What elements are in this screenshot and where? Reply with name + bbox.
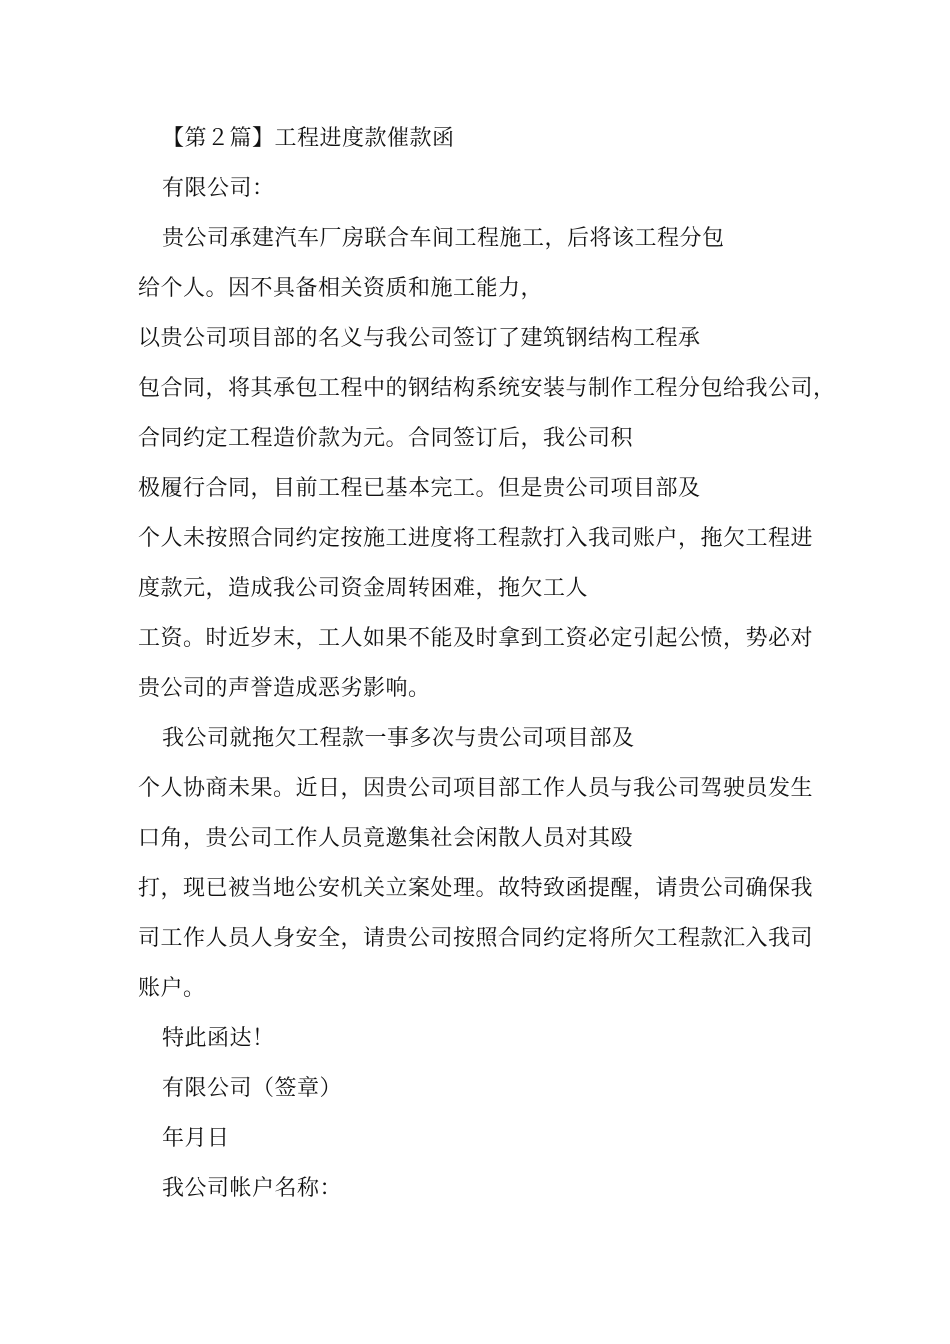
- paragraph-line: 给个人。因不具备相关资质和施工能力，: [138, 276, 544, 301]
- paragraph-line: 账户。: [138, 976, 206, 1001]
- date-line: 年月日: [162, 1126, 230, 1151]
- paragraph-line: 极履行合同，目前工程已基本完工。但是贵公司项目部及: [138, 476, 701, 501]
- paragraph-line: 贵公司的声誉造成恶劣影响。: [138, 676, 431, 701]
- paragraph-line: 司工作人员人身安全，请贵公司按照合同约定将所欠工程款汇入我司: [138, 926, 814, 951]
- paragraph-line: 度款元，造成我公司资金周转困难，拖欠工人: [138, 576, 589, 601]
- signature-line: 有限公司（签章）: [162, 1076, 343, 1101]
- paragraph-line: 包合同，将其承包工程中的钢结构系统安装与制作工程分包给我公司，: [138, 376, 836, 401]
- paragraph-line: 以贵公司项目部的名义与我公司签订了建筑钢结构工程承: [138, 326, 701, 351]
- paragraph-line: 工资。时近岁末，工人如果不能及时拿到工资必定引起公愤，势必对: [138, 626, 814, 651]
- paragraph-line: 合同约定工程造价款为元。合同签订后，我公司积: [138, 426, 634, 451]
- paragraph-line: 贵公司承建汽车厂房联合车间工程施工，后将该工程分包: [162, 226, 725, 251]
- closing-line: 特此函达！: [162, 1026, 275, 1051]
- account-name-line: 我公司帐户名称：: [162, 1176, 343, 1201]
- paragraph-line: 个人协商未果。近日，因贵公司项目部工作人员与我公司驾驶员发生: [138, 776, 814, 801]
- addressee-line: 有限公司：: [162, 176, 275, 201]
- paragraph-line: 打，现已被当地公安机关立案处理。故特致函提醒，请贵公司确保我: [138, 876, 814, 901]
- paragraph-line: 我公司就拖欠工程款一事多次与贵公司项目部及: [162, 726, 635, 751]
- paragraph-line: 个人未按照合同约定按施工进度将工程款打入我司账户，拖欠工程进: [138, 526, 814, 551]
- document-title: 【第２篇】工程进度款催款函: [162, 126, 455, 151]
- paragraph-line: 口角，贵公司工作人员竟邀集社会闲散人员对其殴: [138, 826, 634, 851]
